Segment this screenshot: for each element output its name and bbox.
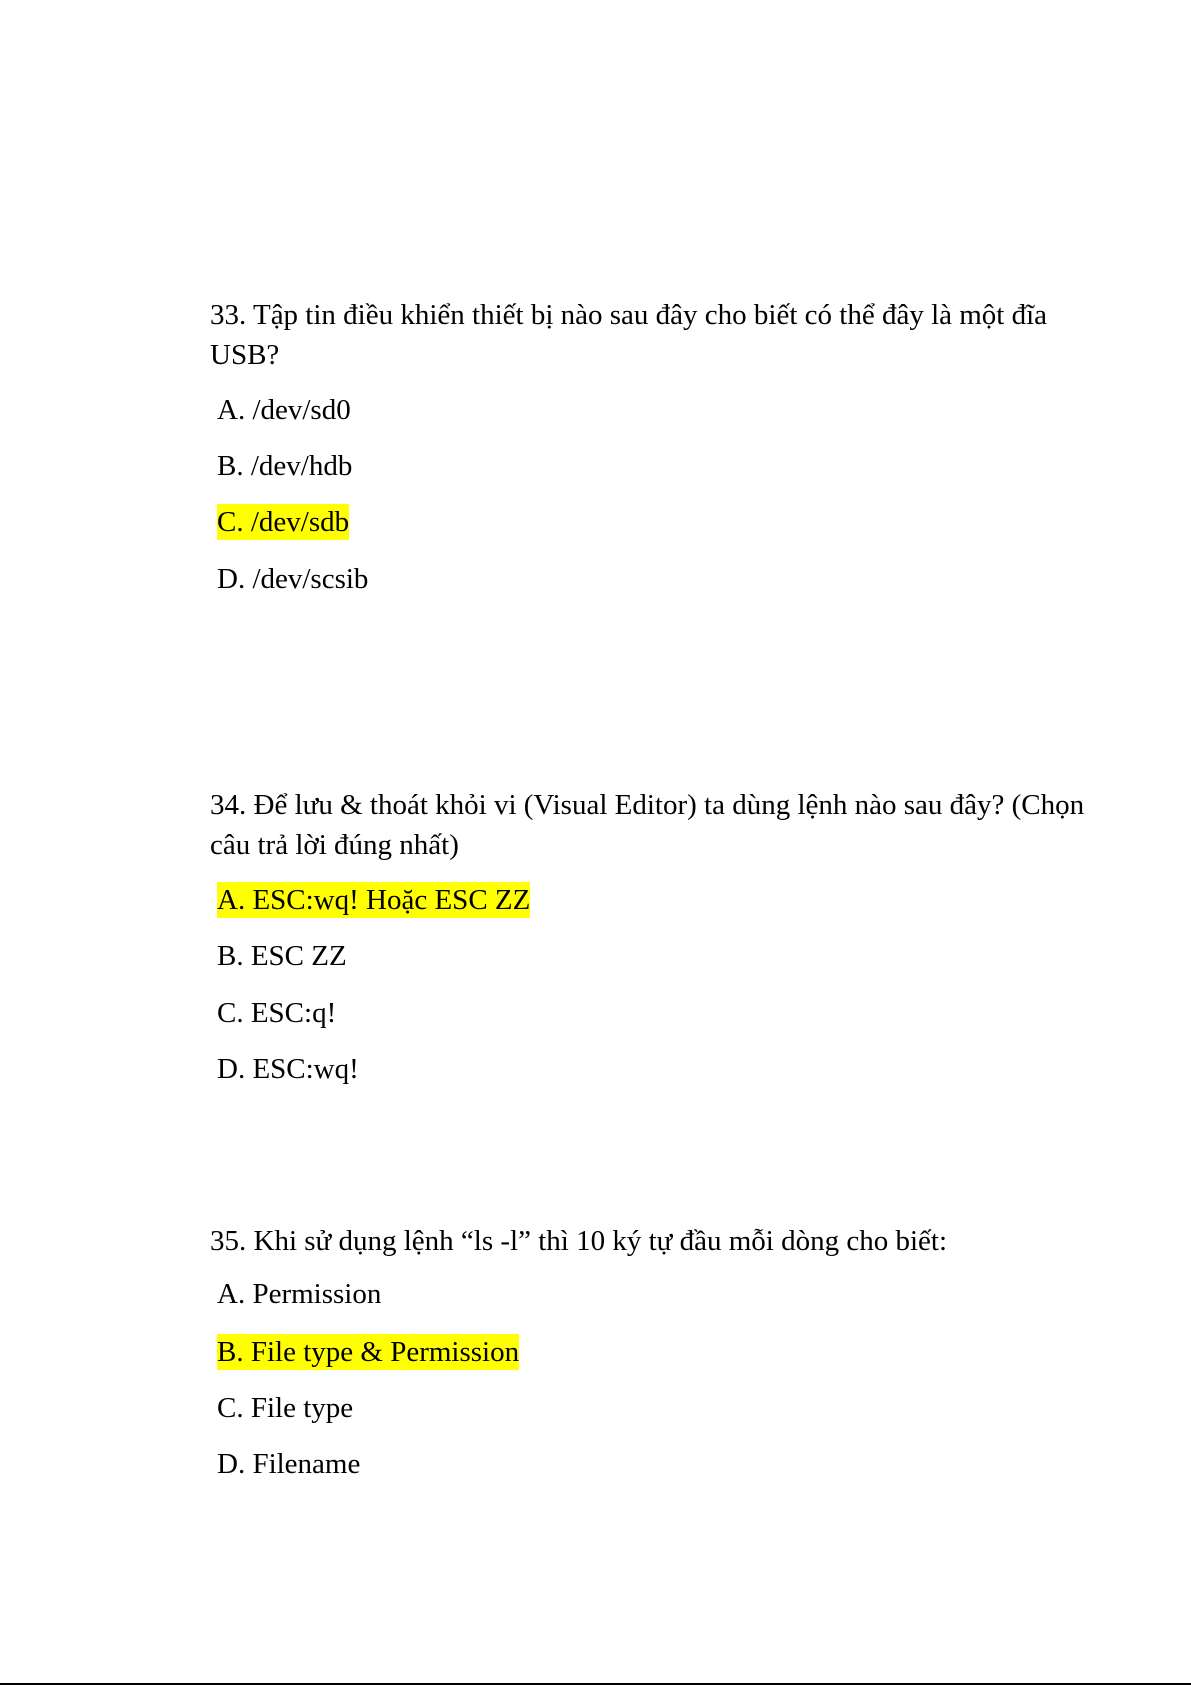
question-35-text: 35. Khi sử dụng lệnh “ls -l” thì 10 ký tự đầu mỗi dòng cho biết: [210,1225,948,1257]
question-33-text: 33. Tập tin điều khiển thiết bị nào sau đây cho biết có thể đây là một đĩa USB? [210,299,1048,371]
question-34-option-b: B. ESC ZZ [217,940,347,972]
question-34 [210,785,1090,865]
question-33-option-b: B. /dev/hdb [217,450,353,482]
question-34-option-c: C. ESC:q! [217,997,337,1029]
question-35-option-d: D. Filename [217,1448,361,1480]
question-35-option-c: C. File type [217,1392,354,1424]
question-35-option-b: B. File type & Permission [217,1336,520,1368]
question-34-option-a: A. ESC:wq! Hoặc ESC ZZ [217,884,531,916]
question-33-option-c: C. /dev/sdb [217,506,350,538]
question-33 [210,295,1090,375]
question-35 [210,1221,1090,1261]
question-33-option-a: A. /dev/sd0 [217,394,351,426]
question-33-option-d: D. /dev/scsib [217,563,369,595]
question-34-option-d: D. ESC:wq! [217,1053,359,1085]
question-34-text: 34. Để lưu & thoát khỏi vi (Visual Editor) ta dùng lệnh nào sau đây? (Chọn câu trả lời đúng nhất) [210,789,1085,861]
question-35-option-a: A. Permission [217,1278,382,1310]
